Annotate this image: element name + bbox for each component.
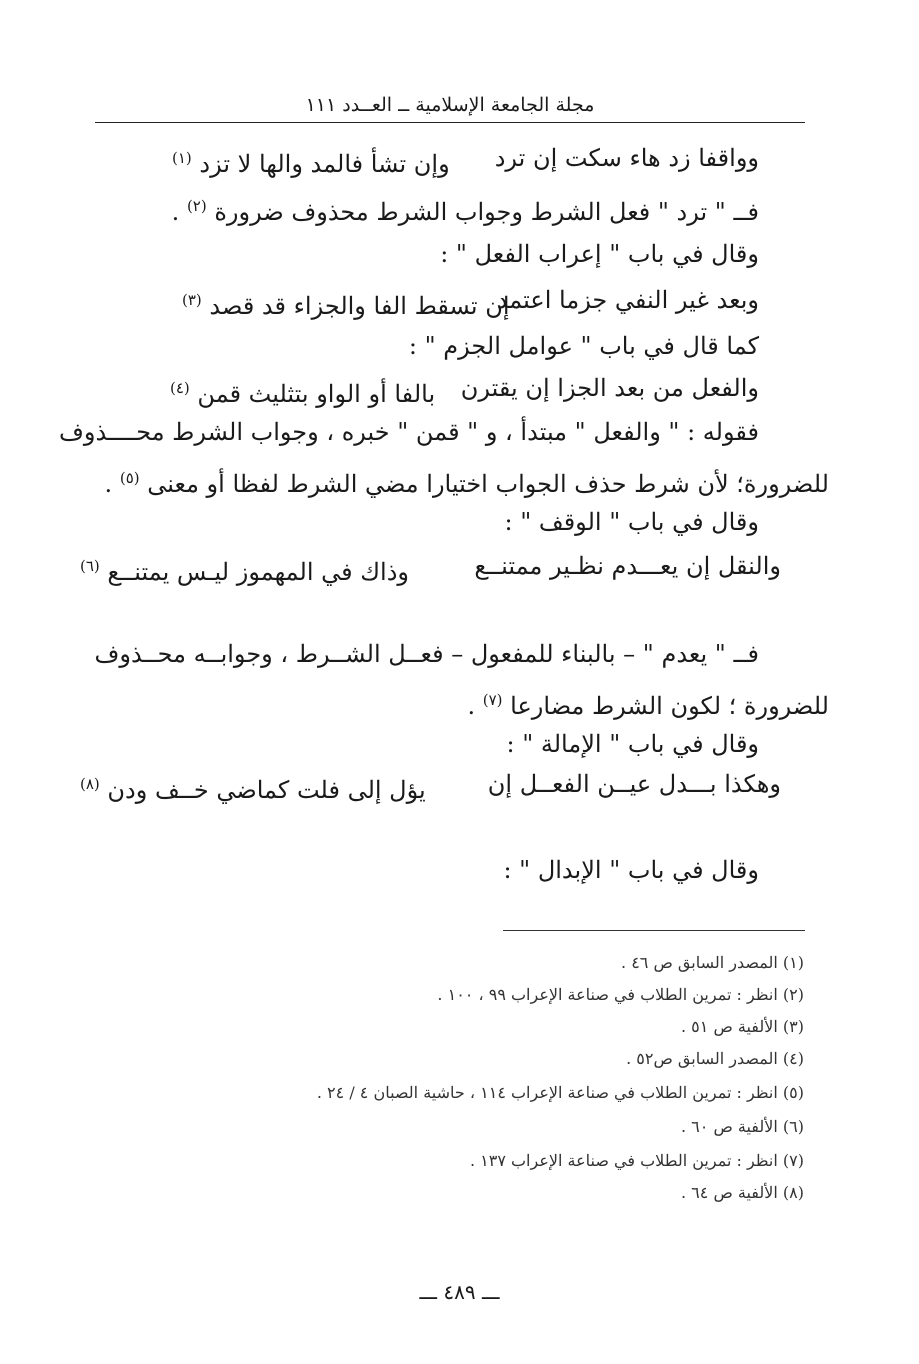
footnote: (٧) انظر : تمرين الطلاب في صناعة الإعراب ١٣٧ . [469,1151,804,1170]
footnote: (٨) الألفية ص ٦٤ . [681,1183,804,1202]
paragraph-line [59,414,759,450]
line-text: فقوله : " والفعل " مبتدأ ، و " قمن " خبره ، وجواب الشرط محــــذوف [59,418,759,446]
paragraph-line [105,460,829,502]
verse-second-half: بالفا أو الواو بتثليث قمن [197,380,436,408]
line-end: . [104,470,113,498]
footnote: (٢) انظر : تمرين الطلاب في صناعة الإعراب ٩٩ ، ١٠٠ . [437,985,804,1004]
journal-header: مجلة الجامعة الإسلامية ــ العــدد ١١١ [95,88,805,123]
line-text: وقال في باب " الإمالة " : [506,730,759,758]
verse-2 [497,282,759,318]
line-text: للضرورة؛ لأن شرط حذف الجواب اختيارا مضي الشرط لفظا أو معنى [147,470,829,498]
line-text: وقال في باب " الإبدال " : [503,856,759,884]
footnote-ref: (٣) [182,291,202,309]
footnote: (٣) الألفية ص ٥١ . [681,1017,804,1036]
verse-3-second [170,370,435,412]
footnote-ref: (٢) [186,197,207,215]
paragraph-line [440,236,759,272]
line-text: فــ " ترد " فعل الشرط وجواب الشرط محذوف ضرورة [214,198,759,226]
line-text: كما قال في باب " عوامل الجزم " : [408,332,759,360]
footnote: (٤) المصدر السابق ص٥٢ . [626,1049,804,1068]
verse-first-half: وواقفا زد هاء سكت إن ترد [494,144,759,172]
verse-second-half: إن تسقط الفا والجزاء قد قصد [209,292,510,320]
footnote: (٦) الألفية ص ٦٠ . [681,1117,804,1136]
line-text: للضرورة ؛ لكون الشرط مضارعا [510,692,829,720]
page-number: ـــ ٤٨٩ ـــ [419,1280,500,1304]
footnote: (١) المصدر السابق ص ٤٦ . [621,953,804,972]
footnote-ref: (٤) [170,379,190,397]
footnote-ref: (٦) [80,557,100,575]
verse-5 [488,766,781,802]
paragraph-line [504,504,759,540]
verse-1 [495,140,759,176]
verse-first-half: وبعد غير النفي جزما اعتمد [496,286,759,314]
line-text: فــ " يعدم " – بالبناء للمفعول – فعــل الشــرط ، وجوابــه محــذوف [94,640,759,668]
line-text: وقال في باب " إعراب الفعل " : [440,240,759,268]
line-end: . [171,198,180,226]
paragraph-line [467,682,829,724]
verse-first-half: والفعل من بعد الجزا إن يقترن [460,374,759,402]
line-text: وقال في باب " الوقف " : [504,508,759,536]
paragraph-line [506,726,759,762]
paragraph-line [95,636,759,672]
footnote-ref: (١) [172,149,192,167]
footnote-divider [503,930,805,931]
verse-1-second [172,140,450,182]
verse-second-half: يؤل إلى فلت كماضي خــف ودن [107,776,426,804]
footnote-ref: (٧) [482,691,503,709]
verse-4 [474,548,781,584]
paragraph-line [409,328,759,364]
verse-first-half: والنقل إن يعـــدم نظـير ممتنــع [474,552,781,580]
verse-second-half: وإن تشأ فالمد والها لا تزد [199,150,450,178]
footnote-ref: (٨) [80,775,100,793]
verse-4-second [80,548,409,590]
paragraph-line [172,188,759,230]
footnote: (٥) انظر : تمرين الطلاب في صناعة الإعراب ١١٤ ، حاشية الصبان ٤ / ٢٤ . [316,1083,804,1102]
footnote-ref: (٥) [119,469,140,487]
verse-2-second [182,282,510,324]
verse-second-half: وذاك في المهموز ليـس يمتنــع [107,558,409,586]
verse-3 [461,370,759,406]
verse-5-second [80,766,426,808]
verse-first-half: وهكذا بـــدل عيــن الفعــل إن [487,770,781,798]
line-end: . [467,692,476,720]
paragraph-line [503,852,759,888]
